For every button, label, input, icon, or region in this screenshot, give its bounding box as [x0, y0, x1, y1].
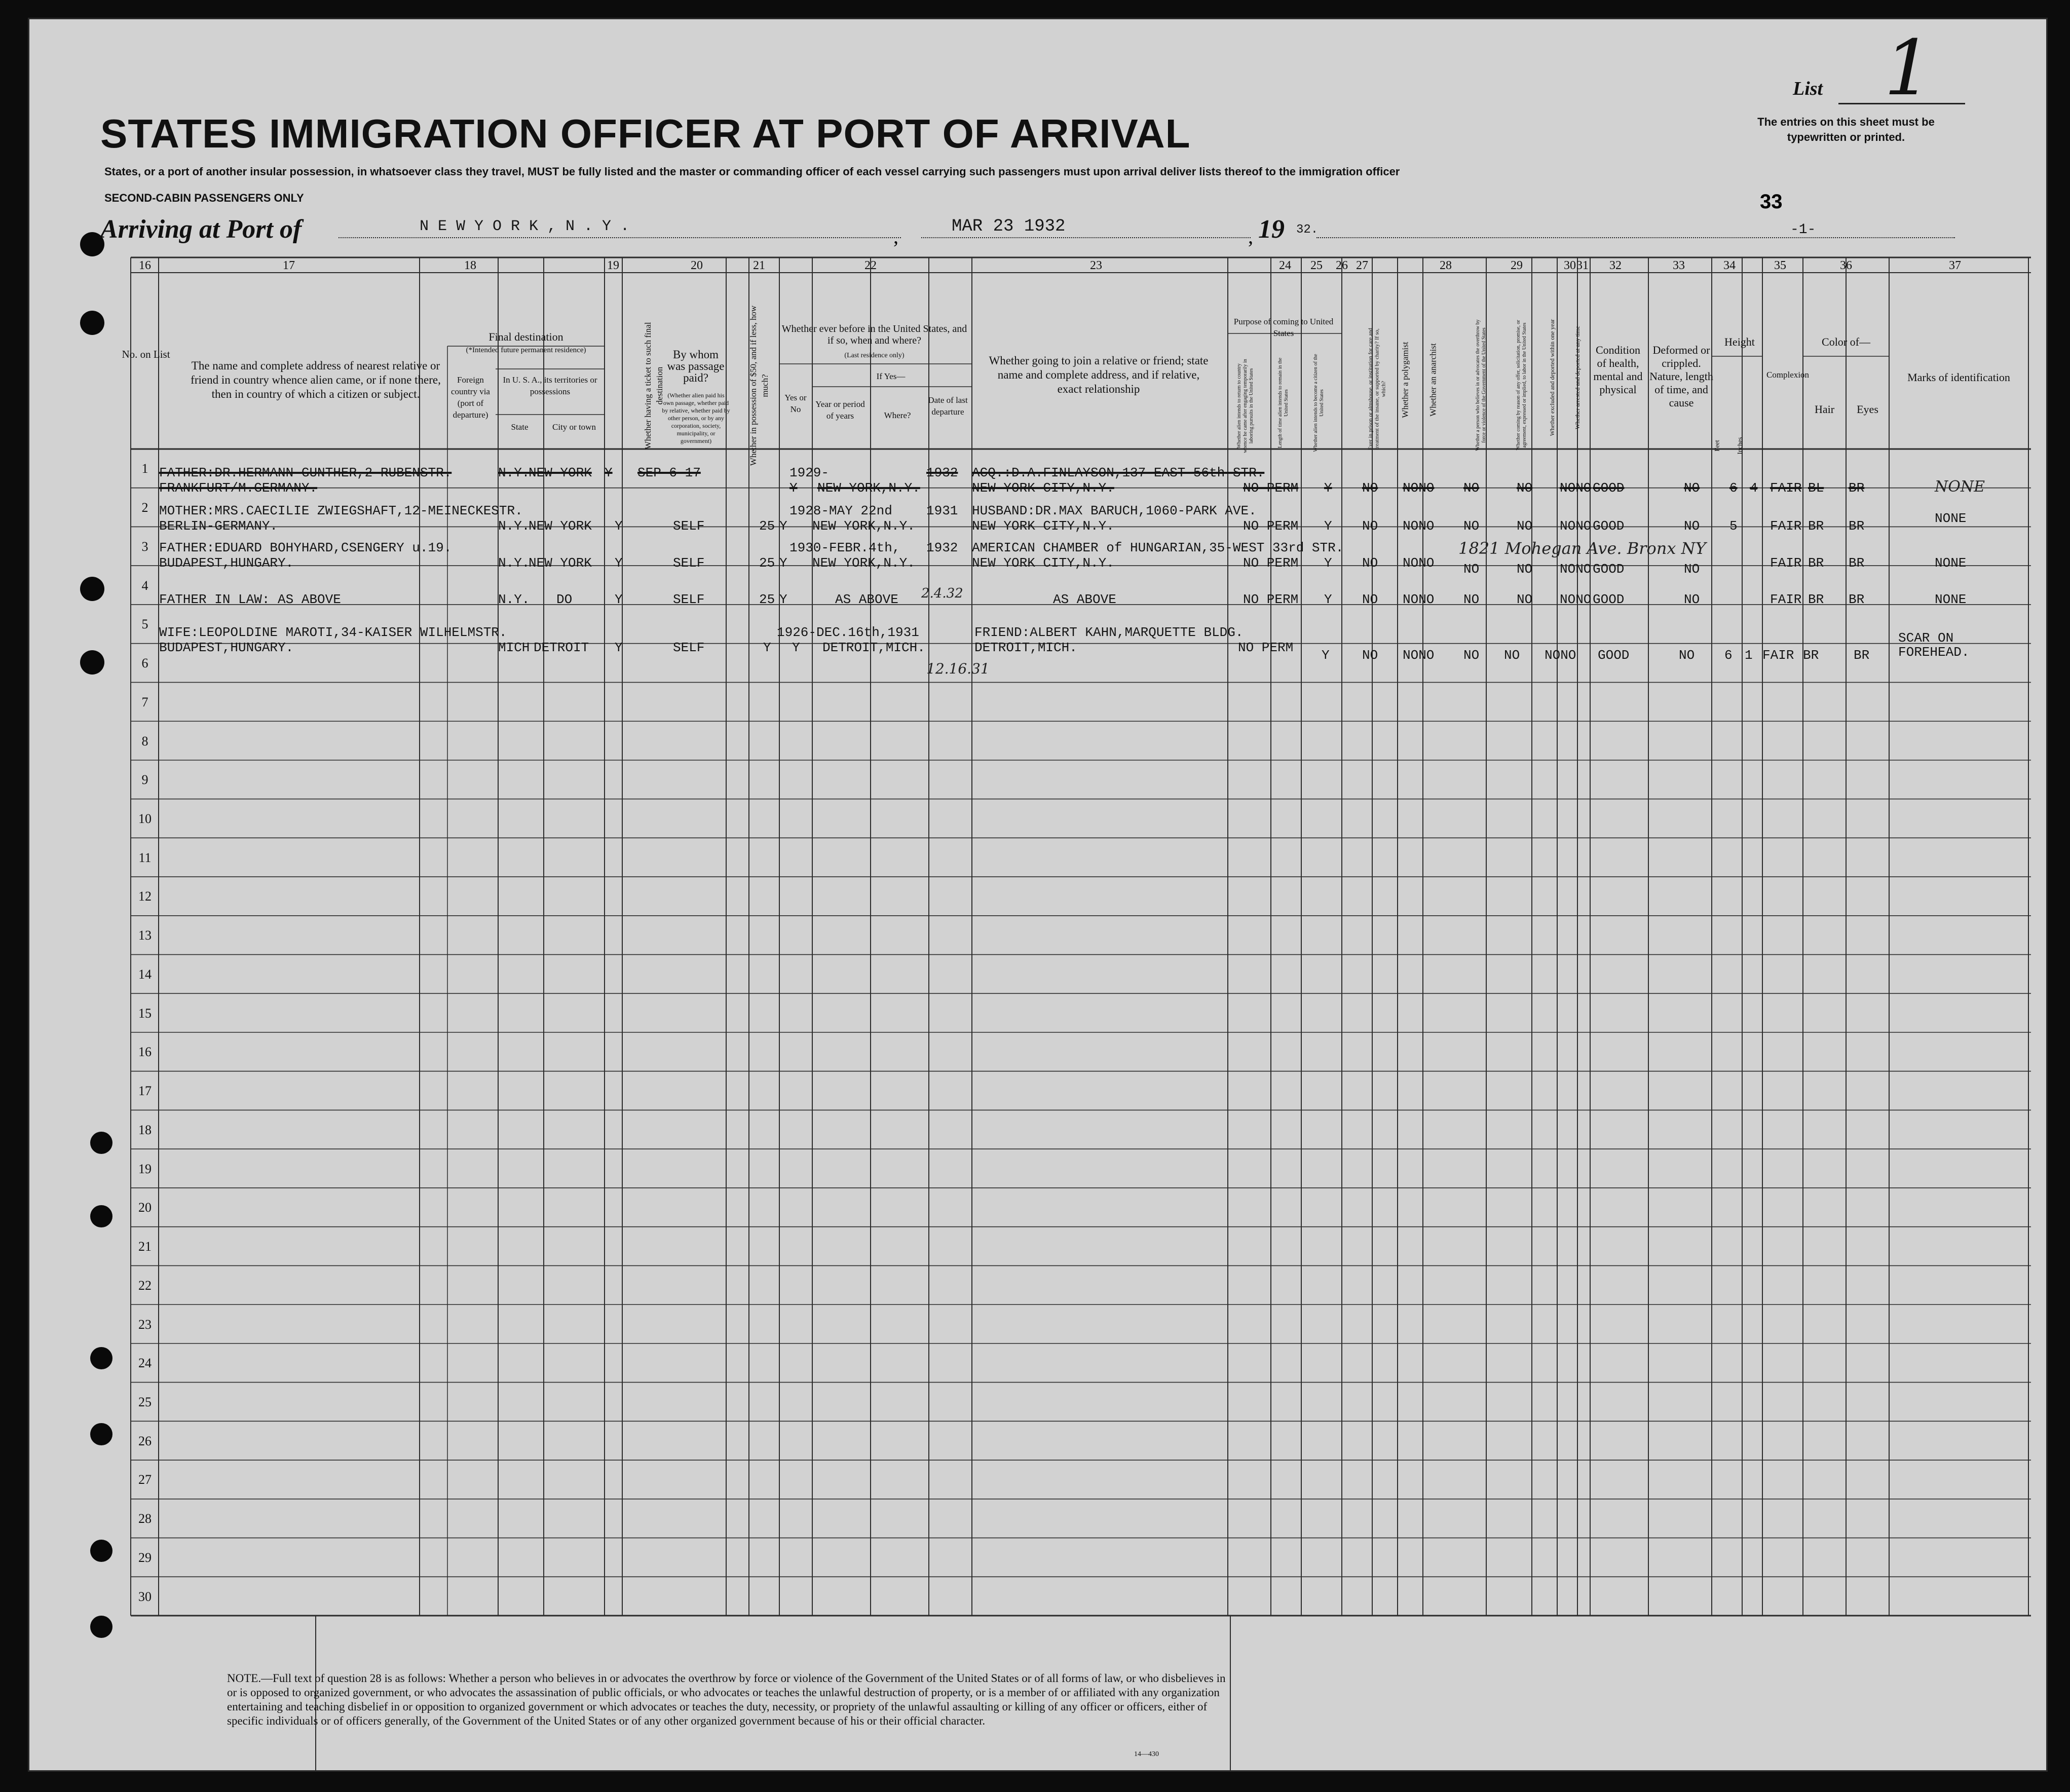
row-number: 29 [138, 1550, 152, 1565]
q25: NO [1362, 592, 1378, 607]
ticket: Y [615, 555, 623, 571]
joining-line-2: DETROIT,MICH. [974, 640, 1077, 655]
binder-hole-7 [90, 1347, 112, 1369]
column-number: 33 [1673, 259, 1685, 272]
relative-line-1: MOTHER:MRS.CAECILIE ZWIEGSHAFT,12-MEINECKESTR. [159, 503, 523, 518]
row-number: 3 [141, 539, 148, 554]
citizen: Y [1324, 480, 1332, 496]
deformed: NO [1684, 518, 1700, 534]
relative-line-2: BUDAPEST,HUNGARY. [159, 640, 294, 655]
health: GOOD [1593, 562, 1625, 577]
q28: NO [1463, 480, 1480, 496]
handwritten-address: 1821 Mohegan Ave. Bronx NY [1458, 539, 1706, 558]
relative-line-2: BUDAPEST,HUNGARY. [159, 555, 294, 571]
purpose: NO PERM [1243, 592, 1299, 607]
header-feet: Feet [1713, 440, 1721, 452]
binder-hole-6 [90, 1205, 112, 1227]
relative-line-1: FATHER:EDUARD BOHYHARD,CSENGERY u.19. [159, 540, 452, 555]
column-number: 21 [753, 259, 765, 272]
where: NEW YORK,N.Y. [812, 518, 915, 534]
row-number: 10 [138, 811, 152, 826]
q29: NO [1517, 480, 1533, 496]
deformed: NO [1684, 562, 1700, 577]
column-number: 29 [1511, 259, 1523, 272]
purpose: NO PERM [1243, 480, 1299, 496]
row-number: 22 [138, 1278, 152, 1293]
row-number: 15 [138, 1005, 152, 1021]
q29: NO [1504, 648, 1520, 663]
binder-hole-2 [80, 311, 104, 335]
q30-31: NONO [1560, 518, 1592, 534]
header-final-destination: Final destination [488, 330, 563, 343]
joining-line-2: NEW YORK CITY,N.Y. [972, 555, 1114, 571]
eyes: BR [1849, 480, 1865, 496]
column-number: 37 [1949, 259, 1961, 272]
city: NEW YORK [529, 518, 592, 534]
joining-line-2: NEW YORK CITY,N.Y. [972, 518, 1114, 534]
q29: NO [1517, 562, 1533, 577]
row-number: 26 [138, 1433, 152, 1448]
header-in-usa: In U. S. A., its territories or possessions [503, 375, 597, 396]
date-value: MAR 23 1932 [952, 217, 1066, 236]
joining-line-1: ACQ.:D.A.FINLAYSON,137 EAST 56th STR. [972, 465, 1265, 480]
departure: 1932 [926, 540, 958, 555]
feet: 5 [1729, 518, 1738, 534]
q26-27: NONO [1403, 480, 1435, 496]
header-prison: Ever in prison or almshouse, or institution for care and treatment of the insane, or supported by charity? If so, which? [1367, 328, 1387, 450]
sheet-code: 33 [1760, 191, 1783, 213]
binder-hole-3 [80, 577, 104, 601]
header-foreign-country: Foreign country via (port of departure) [451, 375, 490, 420]
hair: BR [1808, 518, 1824, 534]
years: 1929- [789, 465, 830, 480]
yes-no: Y [789, 480, 798, 496]
instruction-text: States, or a port of another insular possession, in whatsoever class they travel, MUST be fully listed and the master or commanding officer of each vessel carrying such passengers must upon arrival deliver lists thereof to the immigration officer [104, 165, 1400, 178]
citizen: Y [1324, 555, 1332, 571]
relative-line-2: BERLIN-GERMANY. [159, 518, 278, 534]
departure: 1932 [926, 465, 958, 480]
arriving-label: Arriving at Port of [100, 215, 302, 244]
comma: , [893, 225, 898, 248]
citizen: Y [1322, 648, 1330, 663]
year-prefix: 19 [1258, 215, 1285, 244]
row-number: 20 [138, 1200, 152, 1215]
departure: 1931 [926, 503, 958, 518]
row-number: 9 [141, 772, 148, 788]
yes-no: Y [792, 640, 800, 655]
header-inches: Inches [1736, 437, 1744, 455]
column-number: 25 [1310, 259, 1323, 272]
row-number: 4 [141, 578, 148, 593]
years: 1930-FEBR.4th, [789, 540, 900, 555]
q25: NO [1362, 648, 1378, 663]
row-number: 6 [141, 656, 148, 671]
years: 1926-DEC.16th,1931 [777, 625, 919, 640]
row-number: 21 [138, 1239, 152, 1254]
q28: NO [1463, 562, 1480, 577]
yes-no: Y [779, 592, 787, 607]
city: DO [556, 592, 573, 607]
header-date-departure: Date of last departure [928, 395, 968, 417]
q28: NO [1463, 592, 1480, 607]
state: N.Y. [498, 465, 530, 480]
port-value: N E W Y O R K , N . Y . [420, 218, 630, 235]
hair: BR [1803, 648, 1819, 663]
manifest-grid [29, 19, 2046, 1770]
marks: NONE [1935, 511, 1967, 526]
citizen: Y [1324, 518, 1332, 534]
header-final-destination-note: (*Intended future permanent residence) [466, 346, 586, 354]
q29: NO [1517, 518, 1533, 534]
column-number: 31 [1576, 259, 1589, 272]
document-title: STATES IMMIGRATION OFFICER AT PORT OF ARRIVAL [100, 111, 1191, 156]
entries-note: The entries on this sheet must be typewritten or printed. [1757, 116, 1935, 143]
form-code: 14—430 [1134, 1750, 1159, 1758]
row-number: 1 [141, 461, 148, 476]
hair: BR [1808, 555, 1824, 571]
fifty: 25 [759, 555, 775, 571]
purpose: NO PERM [1243, 518, 1299, 534]
joining-line-1: FRIEND:ALBERT KAHN,MARQUETTE BLDG. [974, 625, 1244, 640]
state: N.Y. [498, 555, 530, 571]
column-number: 17 [283, 259, 295, 272]
row-number: 28 [138, 1511, 152, 1526]
health: GOOD [1593, 592, 1625, 607]
joining-line-1: AS ABOVE [1053, 592, 1116, 607]
complexion: FAIR [1770, 592, 1802, 607]
header-fifty-dollars: Whether in possession of $50, and if less, how much? [748, 305, 770, 466]
departure-handwritten: 12.16.31 [926, 660, 990, 677]
deformed: NO [1684, 480, 1700, 496]
row-number: 24 [138, 1356, 152, 1371]
column-number: 18 [464, 259, 476, 272]
passage: SELF [673, 592, 705, 607]
relative-line-1: FATHER:DR.HERMANN GUNTHER,2-RUBENSTR. [159, 465, 452, 480]
fifty: 25 [759, 592, 775, 607]
where: AS ABOVE [835, 592, 898, 607]
header-purpose-b: Length of time alien intends to remain in the United States [1277, 357, 1289, 449]
binder-hole-10 [90, 1616, 112, 1638]
row-number: 30 [138, 1589, 152, 1604]
complexion: FAIR [1770, 518, 1802, 534]
header-eyes: Eyes [1857, 403, 1878, 416]
column-number: 32 [1609, 259, 1622, 272]
header-no-on-list: No. on List [122, 348, 170, 360]
city: NEW YORK [529, 555, 592, 571]
column-number: 20 [691, 259, 703, 272]
city: DETROIT [534, 640, 589, 655]
q26-27: NONO [1403, 555, 1435, 571]
row-number: 13 [138, 928, 152, 943]
ticket: Y [615, 640, 623, 655]
column-number: 22 [864, 259, 877, 272]
header-relative: The name and complete address of nearest relative or friend in country whence alien came, or if none there, then in country of which a citizen or subject. [191, 359, 441, 400]
where: NEW YORK,N.Y. [817, 480, 920, 496]
q30-31: NONO [1545, 648, 1576, 663]
relative-line-2: FRANKFURT/M.GERMANY. [159, 480, 318, 496]
row-number: 5 [141, 617, 148, 632]
passenger-class: SECOND-CABIN PASSENGERS ONLY [104, 192, 304, 204]
header-health: Condition of health, mental and physical [1593, 344, 1643, 396]
relative-line-1: FATHER IN LAW: AS ABOVE [159, 592, 341, 607]
deformed: NO [1679, 648, 1695, 663]
joining-line-2: NEW YORK CITY,N.Y. [972, 480, 1114, 496]
date-line [921, 237, 1251, 238]
footer-note: NOTE.—Full text of question 28 is as follows: Whether a person who believes in or advocates the overthrow by force or violence of the Government of the United States or of all forms of law, or who disbelieves in or is opposed to organized government, or who advocates the assassination of public officials, or who advocates or teaches the unlawful destruction of property, or is a member of or affiliated with any organization entertaining and teaching disbelief in or opposition to organized government or which advocates or teaches the duty, necessity, or propriety of the unlawful assaulting or killing of any officer or officers, either of specific individuals or of officers generally, of the Government of the United States or of any other organized government because of his or their official character. [227, 1672, 1226, 1727]
departure-handwritten: 2.4.32 [921, 586, 963, 601]
marks: NONE [1935, 555, 1967, 571]
ticket: Y [615, 518, 623, 534]
marks: NONE [1935, 478, 1985, 496]
joining-line-1: HUSBAND:DR.MAX BARUCH,1060-PARK AVE. [972, 503, 1257, 518]
manifest-sheet [28, 18, 2048, 1772]
passage: SELF [673, 640, 705, 655]
purpose: NO PERM [1243, 555, 1299, 571]
eyes: BR [1849, 518, 1865, 534]
header-state: State [511, 422, 529, 432]
column-number: 35 [1774, 259, 1786, 272]
comma-2: , [1248, 225, 1253, 248]
complexion: FAIR [1770, 480, 1802, 496]
column-number: 24 [1279, 259, 1291, 272]
header-hair: Hair [1814, 403, 1835, 416]
year-suffix: 32. [1296, 223, 1319, 237]
q28: NO [1463, 518, 1480, 534]
q28: NO [1463, 648, 1480, 663]
header-height: Height [1724, 335, 1755, 348]
row-number: 7 [141, 694, 148, 710]
header-q30: Whether excluded and deported within one year [1549, 319, 1556, 436]
hair: BL [1808, 480, 1824, 496]
q25: NO [1362, 518, 1378, 534]
eyes: BR [1849, 555, 1865, 571]
q30-31: NONO [1560, 480, 1592, 496]
header-purpose-c: Whether alien intends to become a citizen of the United States [1313, 354, 1325, 452]
city: NEW YORK [529, 465, 592, 480]
sheet-sub: -1- [1790, 222, 1816, 238]
q30-31: NONO [1560, 592, 1592, 607]
header-color-of: Color of— [1822, 335, 1870, 348]
marks: SCAR ON FOREHEAD. [1898, 630, 1970, 660]
binder-hole-5 [90, 1132, 112, 1154]
yes-no: Y [779, 555, 787, 571]
header-yes-no: Yes or No [784, 393, 807, 414]
header-purpose-a: Whether alien intends to return to country whence he came after engaging temporarily in laboring pursuits in the United States [1236, 359, 1254, 453]
header-where: Where? [884, 410, 911, 420]
row-number: 23 [138, 1317, 152, 1332]
port-line [338, 237, 901, 238]
q25: NO [1362, 480, 1378, 496]
header-last-residence: (Last residence only) [844, 352, 905, 359]
row-number: 17 [138, 1084, 152, 1099]
binder-hole-9 [90, 1540, 112, 1562]
yes-no: Y [779, 518, 787, 534]
header-polygamist: Whether a polygamist [1400, 342, 1410, 418]
column-number: 23 [1090, 259, 1102, 272]
state: MICH [498, 640, 530, 655]
row-number: 25 [138, 1394, 152, 1409]
inches: 1 [1745, 648, 1753, 663]
feet: 6 [1729, 480, 1738, 496]
binder-hole-8 [90, 1423, 112, 1445]
passage: SELF [673, 518, 705, 534]
column-number: 27 [1356, 259, 1368, 272]
header-deformed: Deformed or crippled. Nature, length of time, and cause [1649, 344, 1713, 409]
deformed: NO [1684, 592, 1700, 607]
years: 1928-MAY 22nd [789, 503, 892, 518]
header-joining: Whether going to join a relative or friend; state name and complete address, and if relative, exact relationship [989, 354, 1209, 395]
q26-27: NONO [1403, 518, 1435, 534]
passage: SELF [673, 555, 705, 571]
row-number: 8 [141, 733, 148, 749]
binder-hole-4 [80, 650, 104, 675]
list-label: List [1793, 78, 1823, 99]
column-number: 36 [1840, 259, 1852, 272]
q26-27: NONO [1403, 648, 1435, 663]
state: N.Y. [498, 592, 530, 607]
row-number: 18 [138, 1122, 152, 1137]
fifty: Y [763, 640, 771, 655]
header-year-period: Year or period of years [815, 399, 865, 421]
header-city: City or town [552, 422, 596, 432]
trailing-line [1316, 237, 1955, 238]
column-number: 30 [1564, 259, 1576, 272]
q26-27: NONO [1403, 592, 1435, 607]
header-complexion: Complexion [1766, 370, 1810, 380]
state: N.Y. [498, 518, 530, 534]
purpose: NO PERM [1238, 640, 1294, 655]
fifty: 25 [759, 518, 775, 534]
column-number: 28 [1440, 259, 1452, 272]
header-passage-paid: By whom was passage paid? [667, 348, 725, 384]
row-number: 27 [138, 1472, 152, 1487]
header-passage-note: (Whether alien paid his own passage, whether paid by relative, whether paid by other person, or by any corporation, society, municipality, or government) [662, 392, 730, 444]
citizen: Y [1324, 592, 1332, 607]
where: NEW YORK,N.Y. [812, 555, 915, 571]
header-ticket: Whether having a ticket to such final destination [643, 322, 664, 450]
row-number: 11 [138, 850, 152, 865]
column-number: 34 [1723, 259, 1736, 272]
eyes: BR [1854, 648, 1870, 663]
column-number: 16 [139, 259, 151, 272]
eyes: BR [1849, 592, 1865, 607]
health: GOOD [1593, 480, 1625, 496]
q30-31: NONO [1560, 562, 1592, 577]
header-q31: Whether arrested and deported at any time [1574, 326, 1581, 429]
q29: NO [1517, 592, 1533, 607]
header-before-us: Whether ever before in the United States, and if so, when and where? [781, 323, 967, 346]
row-number: 12 [138, 889, 152, 904]
where: DETROIT,MICH. [822, 640, 925, 655]
row-number: 19 [138, 1161, 152, 1176]
header-if-yes: If Yes— [876, 371, 906, 381]
list-number: 1 [1884, 24, 1933, 113]
health: GOOD [1598, 648, 1630, 663]
hair: BR [1808, 592, 1824, 607]
ticket: Y [615, 592, 623, 607]
complexion: FAIR [1762, 648, 1794, 663]
ticket: Y [605, 465, 613, 480]
relative-line-1: WIFE:LEOPOLDINE MAROTI,34-KAISER WILHELMSTR. [159, 625, 507, 640]
header-q29: Whether coming by reason of any offer, solicitation, promise, or agreement, expressed or implied, to labor in the United States [1516, 320, 1527, 451]
row-number: 2 [141, 500, 148, 515]
q25: NO [1362, 555, 1378, 571]
column-number: 19 [607, 259, 619, 272]
marks: NONE [1935, 592, 1967, 607]
joining-line-1: AMERICAN CHAMBER of HUNGARIAN,35-WEST 33rd STR. [972, 540, 1344, 555]
feet: 6 [1724, 648, 1733, 663]
column-number: 26 [1336, 259, 1348, 272]
header-marks: Marks of identification [1907, 371, 2010, 384]
passage: SEP 6-17 [637, 465, 701, 480]
complexion: FAIR [1770, 555, 1802, 571]
row-number: 14 [138, 966, 152, 982]
header-purpose: Purpose of coming to United States [1233, 317, 1334, 338]
header-q28: Whether a person who believes in or advocates the overthrow by force or violence of the Government of the United States [1475, 319, 1487, 451]
row-number: 16 [138, 1044, 152, 1060]
inches: 4 [1750, 480, 1758, 496]
health: GOOD [1593, 518, 1625, 534]
header-anarchist: Whether an anarchist [1428, 343, 1438, 417]
